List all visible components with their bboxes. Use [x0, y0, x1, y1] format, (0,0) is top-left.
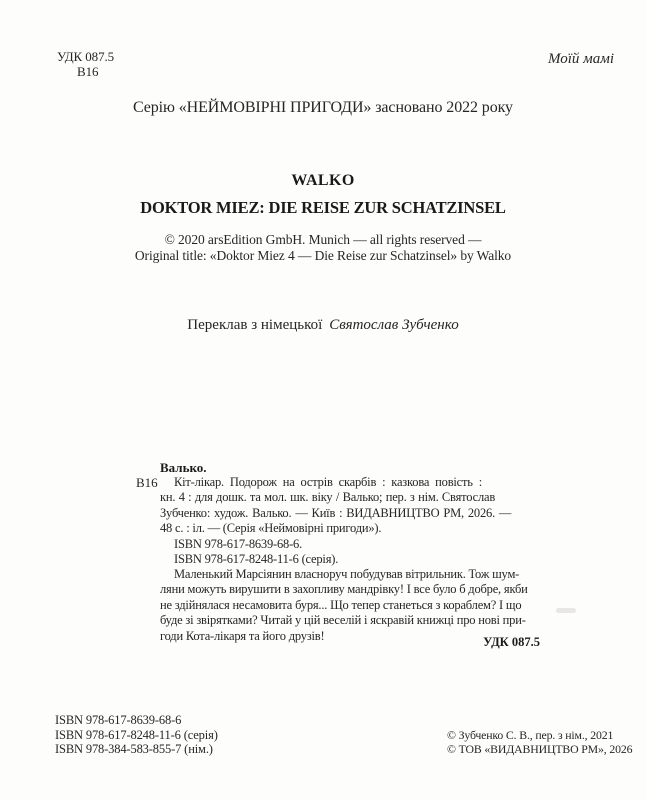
- original-author-name: WALKO: [291, 172, 355, 189]
- catalog-card-line: 48 с. : іл. — (Серія «Неймовірні пригоди»).: [160, 521, 382, 536]
- book-annotation: [160, 567, 542, 644]
- translator-prefix: Переклав з німецької: [187, 317, 323, 333]
- catalog-card-line: Кіт-лікар. Подорож на острів скарбів : казкова повість :: [174, 475, 482, 489]
- dedication-text: Моїй мамі: [547, 51, 614, 67]
- catalog-card-isbn-block: [160, 537, 338, 568]
- catalog-card-line: Зубченко: худож. Валько. — Київ : ВИДАВНИЦТВО РМ, 2026. —: [160, 505, 512, 520]
- original-title-note: Original title: «Doktor Miez 4 — Die Reise zur Schatzinsel» by Walko: [134, 248, 512, 263]
- udk-code: УДК 087.5: [57, 49, 115, 64]
- udk-classification-block: [57, 50, 114, 79]
- scan-smudge-artifact: [556, 608, 576, 613]
- footer-isbn-line: ISBN 978-617-8248-11-6 (серія): [55, 727, 218, 742]
- annotation-line: не здійнялася несамовита буря... Що тепер станеться з кораблем? І що: [160, 597, 522, 612]
- annotation-line: годи Кота-лікаря та його друзів!: [160, 628, 325, 643]
- original-book-title: DOKTOR MIEZ: DIE REISE ZUR SCHATZINSEL: [140, 198, 506, 217]
- catalog-isbn-line: ISBN 978-617-8639-68-6.: [174, 537, 303, 551]
- translator-name: Святослав Зубченко: [329, 317, 459, 333]
- footer-isbn-block: [55, 713, 218, 757]
- catalog-card-description: [160, 475, 522, 537]
- original-copyright-line: © 2020 arsEdition GmbH. Munich — all rights reserved —: [164, 232, 482, 247]
- catalog-card-index-label: В16: [136, 475, 158, 490]
- catalog-card-author: Валько.: [160, 460, 207, 475]
- footer-copyright-block: [447, 729, 632, 757]
- series-founded-note: Серію «НЕЙМОВІРНІ ПРИГОДИ» засновано 2022 року: [133, 99, 513, 116]
- footer-isbn-line: ISBN 978-617-8639-68-6: [55, 713, 182, 727]
- footer-copyright-line: © Зубченко С. В., пер. з нім., 2021: [447, 728, 614, 742]
- annotation-line: Маленький Марсіянин власноруч побудував вітрильник. Тож шум-: [174, 567, 520, 581]
- footer-isbn-line: ISBN 978-384-583-855-7 (нім.): [55, 742, 213, 757]
- catalog-isbn-line: ISBN 978-617-8248-11-6 (серія).: [174, 552, 339, 567]
- footer-copyright-line: © ТОВ «ВИДАВНИЦТВО РМ», 2026: [447, 741, 633, 756]
- author-sign-code: В16: [77, 63, 99, 79]
- original-copyright-block: [0, 232, 646, 264]
- translator-line: [0, 317, 646, 334]
- catalog-card-line: кн. 4 : для дошк. та мол. шк. віку / Валько; пер. з нім. Святослав: [160, 490, 496, 505]
- annotation-line: буде зі звірятками? Читай у цій веселій і яскравій книжці про нові при-: [160, 613, 526, 628]
- udk-code-bottom: УДК 087.5: [483, 635, 540, 649]
- annotation-line: ляни можуть вирушити в захопливу мандрівку! І все було б добре, якби: [160, 582, 528, 597]
